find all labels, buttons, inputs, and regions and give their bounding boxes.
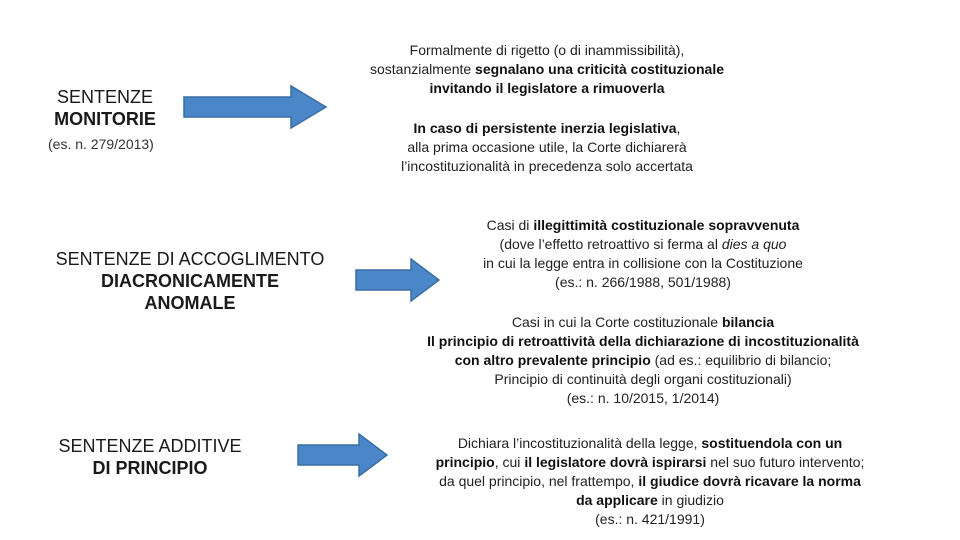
right-arrow-icon-1: [183, 85, 328, 129]
section-3-title-line-2: DI PRINCIPIO: [92, 458, 208, 478]
section-1-title: [40, 86, 170, 130]
section-3-title: [40, 435, 260, 479]
section-2-title-line-3: ANOMALE: [144, 293, 236, 313]
section-2-title-line-1: SENTENZE DI ACCOGLIMENTO: [55, 249, 325, 269]
section-3-title-line-1: SENTENZE ADDITIVE: [58, 436, 242, 456]
section-1-example: (es. n. 279/2013): [48, 136, 154, 152]
section-1-description-2: In caso di persistente inerzia legislativa, alla prima occasione utile, la Corte dichiarerà l’incostituzionalità in precedenza solo accertata: [401, 120, 693, 174]
section-1-title-line-1: SENTENZE: [56, 87, 153, 107]
right-arrow-icon-3: [297, 433, 389, 477]
section-3-description: Dichiara l’incostituzionalità della legge, sostituendola con un principio, cui il legislatore dovrà ispirarsi nel suo futuro intervento; da quel principio, nel frattempo, il giudice dovrà ricavare la norma da applicare in giudizio (es.: n. 421/1991): [435, 435, 865, 527]
section-2-title: [30, 248, 350, 314]
section-2-description-1: Casi di illegittimità costituzionale sopravvenuta (dove l’effetto retroattivo si ferma al dies a quo in cui la legge entra in collisione con la Costituzione (es.: n. 266/1988, 501/1988): [483, 217, 803, 290]
section-1-title-line-2: MONITORIE: [54, 109, 156, 129]
section-2-title-line-2: DIACRONICAMENTE: [101, 271, 279, 291]
right-arrow-icon-2: [355, 258, 441, 302]
section-1-description-1: Formalmente di rigetto (o di inammissibilità), sostanzialmente segnalano una criticità costituzionale invitando il legislatore a rimuoverla: [369, 42, 724, 96]
section-2-description-2: Casi in cui la Corte costituzionale bilancia Il principio di retroattività della dichiarazione di incostituzionalità con altro prevalente principio (ad es.: equilibrio di bilancio; Principio di continuità degli organi costituzionali) (es.: n. 10/2015, 1/2014): [427, 314, 859, 406]
